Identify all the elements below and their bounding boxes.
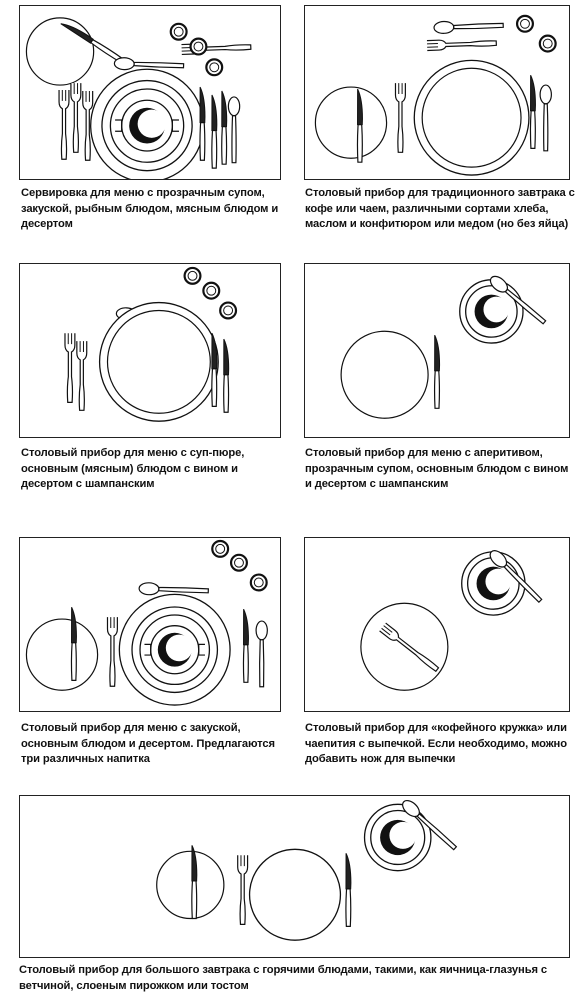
panel-1-five-course-setting: [19, 5, 281, 180]
bread-plate: [157, 851, 224, 918]
panel-7-big-breakfast-setting: [19, 795, 570, 958]
table-setting-illustration-7: [20, 796, 569, 957]
table-setting-illustration-6: [305, 538, 569, 711]
plate: [341, 331, 428, 418]
panel-5-three-drinks-setting: [19, 537, 281, 712]
knife-icon: [346, 853, 351, 926]
cup-and-saucer-icon: [365, 804, 431, 870]
fork-icon: [395, 83, 405, 152]
caption-3: Столовый прибор для меню с суп-пюре, основным (мясным) блюдом с вином и десертом с шампанским: [21, 447, 245, 490]
knife-icon: [71, 607, 76, 680]
caption-7: Столовый прибор для большого завтрака с горячими блюдами, такими, как яичница-глазунья с ветчиной, слоеным пирожком или тостом: [19, 964, 548, 992]
glass-icon: [251, 575, 267, 591]
dessert-plate: [361, 603, 448, 690]
dinner-plate-with-soup-bowl: [91, 69, 204, 179]
knife-icon: [435, 335, 440, 408]
panel-6-coffee-circle-setting: [304, 537, 570, 712]
fork-icon: [71, 83, 81, 152]
fork-icon: [107, 617, 117, 686]
spoon-icon: [434, 19, 504, 33]
caption-6: Столовый прибор для «кофейного кружка» или чаепития с выпечкой. Если необходимо, можно добавить нож для выпечки: [305, 722, 567, 765]
knife-icon: [243, 609, 248, 682]
glass-icon: [220, 303, 236, 319]
table-setting-illustration-3: [20, 264, 280, 437]
panel-4-aperitif-setting: [304, 263, 570, 438]
dinner-plate: [250, 849, 341, 940]
bread-plate: [315, 87, 386, 158]
table-setting-illustration-4: [305, 264, 569, 437]
knife-icon: [222, 91, 227, 164]
bread-plate: [26, 18, 93, 85]
knife-icon: [200, 87, 205, 160]
soup-spoon-icon: [228, 97, 239, 163]
panel-3-soup-puree-setting: [19, 263, 281, 438]
glass-icon: [212, 541, 228, 557]
spoon-icon: [540, 85, 551, 151]
fork-icon: [427, 38, 497, 50]
caption-5: Столовый прибор для меню с закуской, основным блюдом и десертом. Предлагаются три различных напитка: [21, 722, 275, 765]
caption-1: Сервировка для меню с прозрачным супом, закуской, рыбным блюдом, мясным блюдом и десертом: [21, 187, 279, 230]
fork-icon: [238, 855, 248, 924]
table-setting-illustration-2: [305, 6, 569, 179]
table-setting-illustration-1: [20, 6, 280, 179]
glass-icon: [517, 16, 533, 32]
side-plate: [26, 619, 97, 690]
cup-and-saucer-icon: [460, 280, 523, 343]
glass-icon: [206, 59, 222, 75]
panel-2-breakfast-setting: [304, 5, 570, 180]
fork-icon: [77, 341, 87, 410]
glass-icon: [203, 283, 219, 299]
glass-icon: [231, 555, 247, 571]
caption-2: Столовый прибор для традиционного завтрака с кофе или чаем, различными сортами хлеба, маслом и конфитюром или медом (но без яйца): [305, 187, 575, 230]
spoon-icon: [256, 621, 267, 687]
glass-icon: [171, 24, 187, 40]
fork-icon: [65, 333, 75, 402]
caption-4: Столовый прибор для меню с аперитивом, прозрачным супом, основным блюдом с вином и десертом с шампанским: [305, 447, 569, 490]
glass-icon: [185, 268, 201, 284]
knife-icon: [530, 75, 535, 148]
knife-icon: [212, 95, 217, 168]
glass-icon: [540, 36, 556, 52]
table-setting-illustration-5: [20, 538, 280, 711]
dinner-plate-with-soup-bowl: [119, 594, 230, 705]
glass-icon: [191, 39, 207, 55]
knife-icon: [224, 339, 229, 412]
fork-icon: [59, 90, 69, 159]
